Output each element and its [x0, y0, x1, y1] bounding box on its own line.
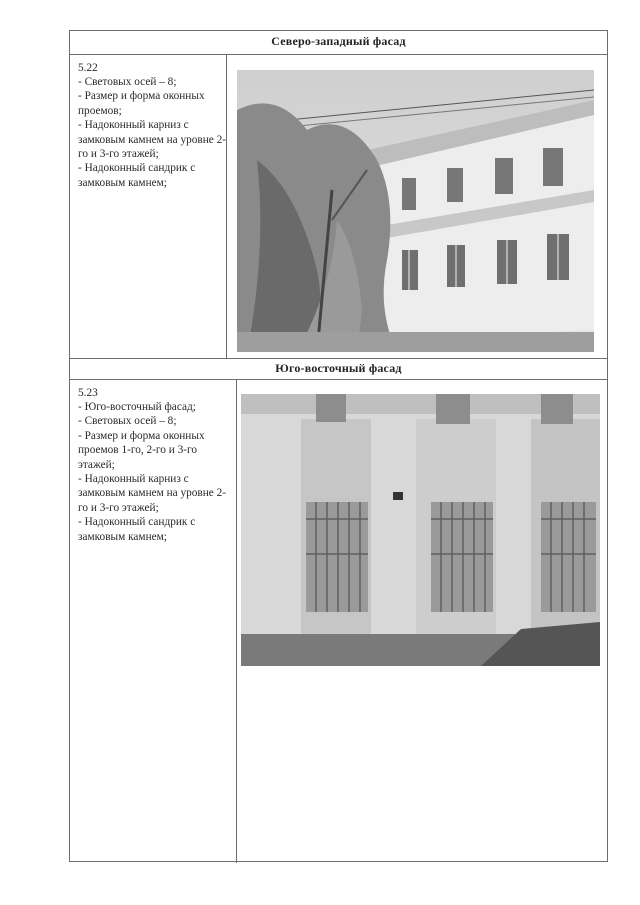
divider — [70, 358, 607, 359]
item-description: - Световых осей – 8; - Размер и форма оконных проемов; - Надоконный карниз с замковым камнем на уровне 2-го и 3-го этажей; - Надоконный сандрик с замковым камнем; — [78, 76, 227, 189]
southeast-facade-photo — [241, 394, 600, 666]
item-number: 5.22 — [78, 62, 98, 74]
divider — [70, 379, 607, 380]
item-description: - Юго-восточный фасад; - Световых осей – 8; - Размер и форма оконных проемов 1-го, 2-го и 3-го этажей; - Надоконный карниз с замковым камнем на уровне 2-го и 3-го этажей; - Надоконный сандрик с замковым камнем; — [78, 401, 227, 543]
section-header-southeast: Юго-восточный фасад — [275, 361, 402, 375]
item-number: 5.23 — [78, 387, 98, 399]
column-divider — [236, 379, 237, 863]
northwest-facade-photo — [237, 70, 594, 352]
divider — [70, 54, 607, 55]
facade-table — [69, 30, 608, 862]
section-header-northwest: Северо-западный фасад — [271, 34, 406, 48]
